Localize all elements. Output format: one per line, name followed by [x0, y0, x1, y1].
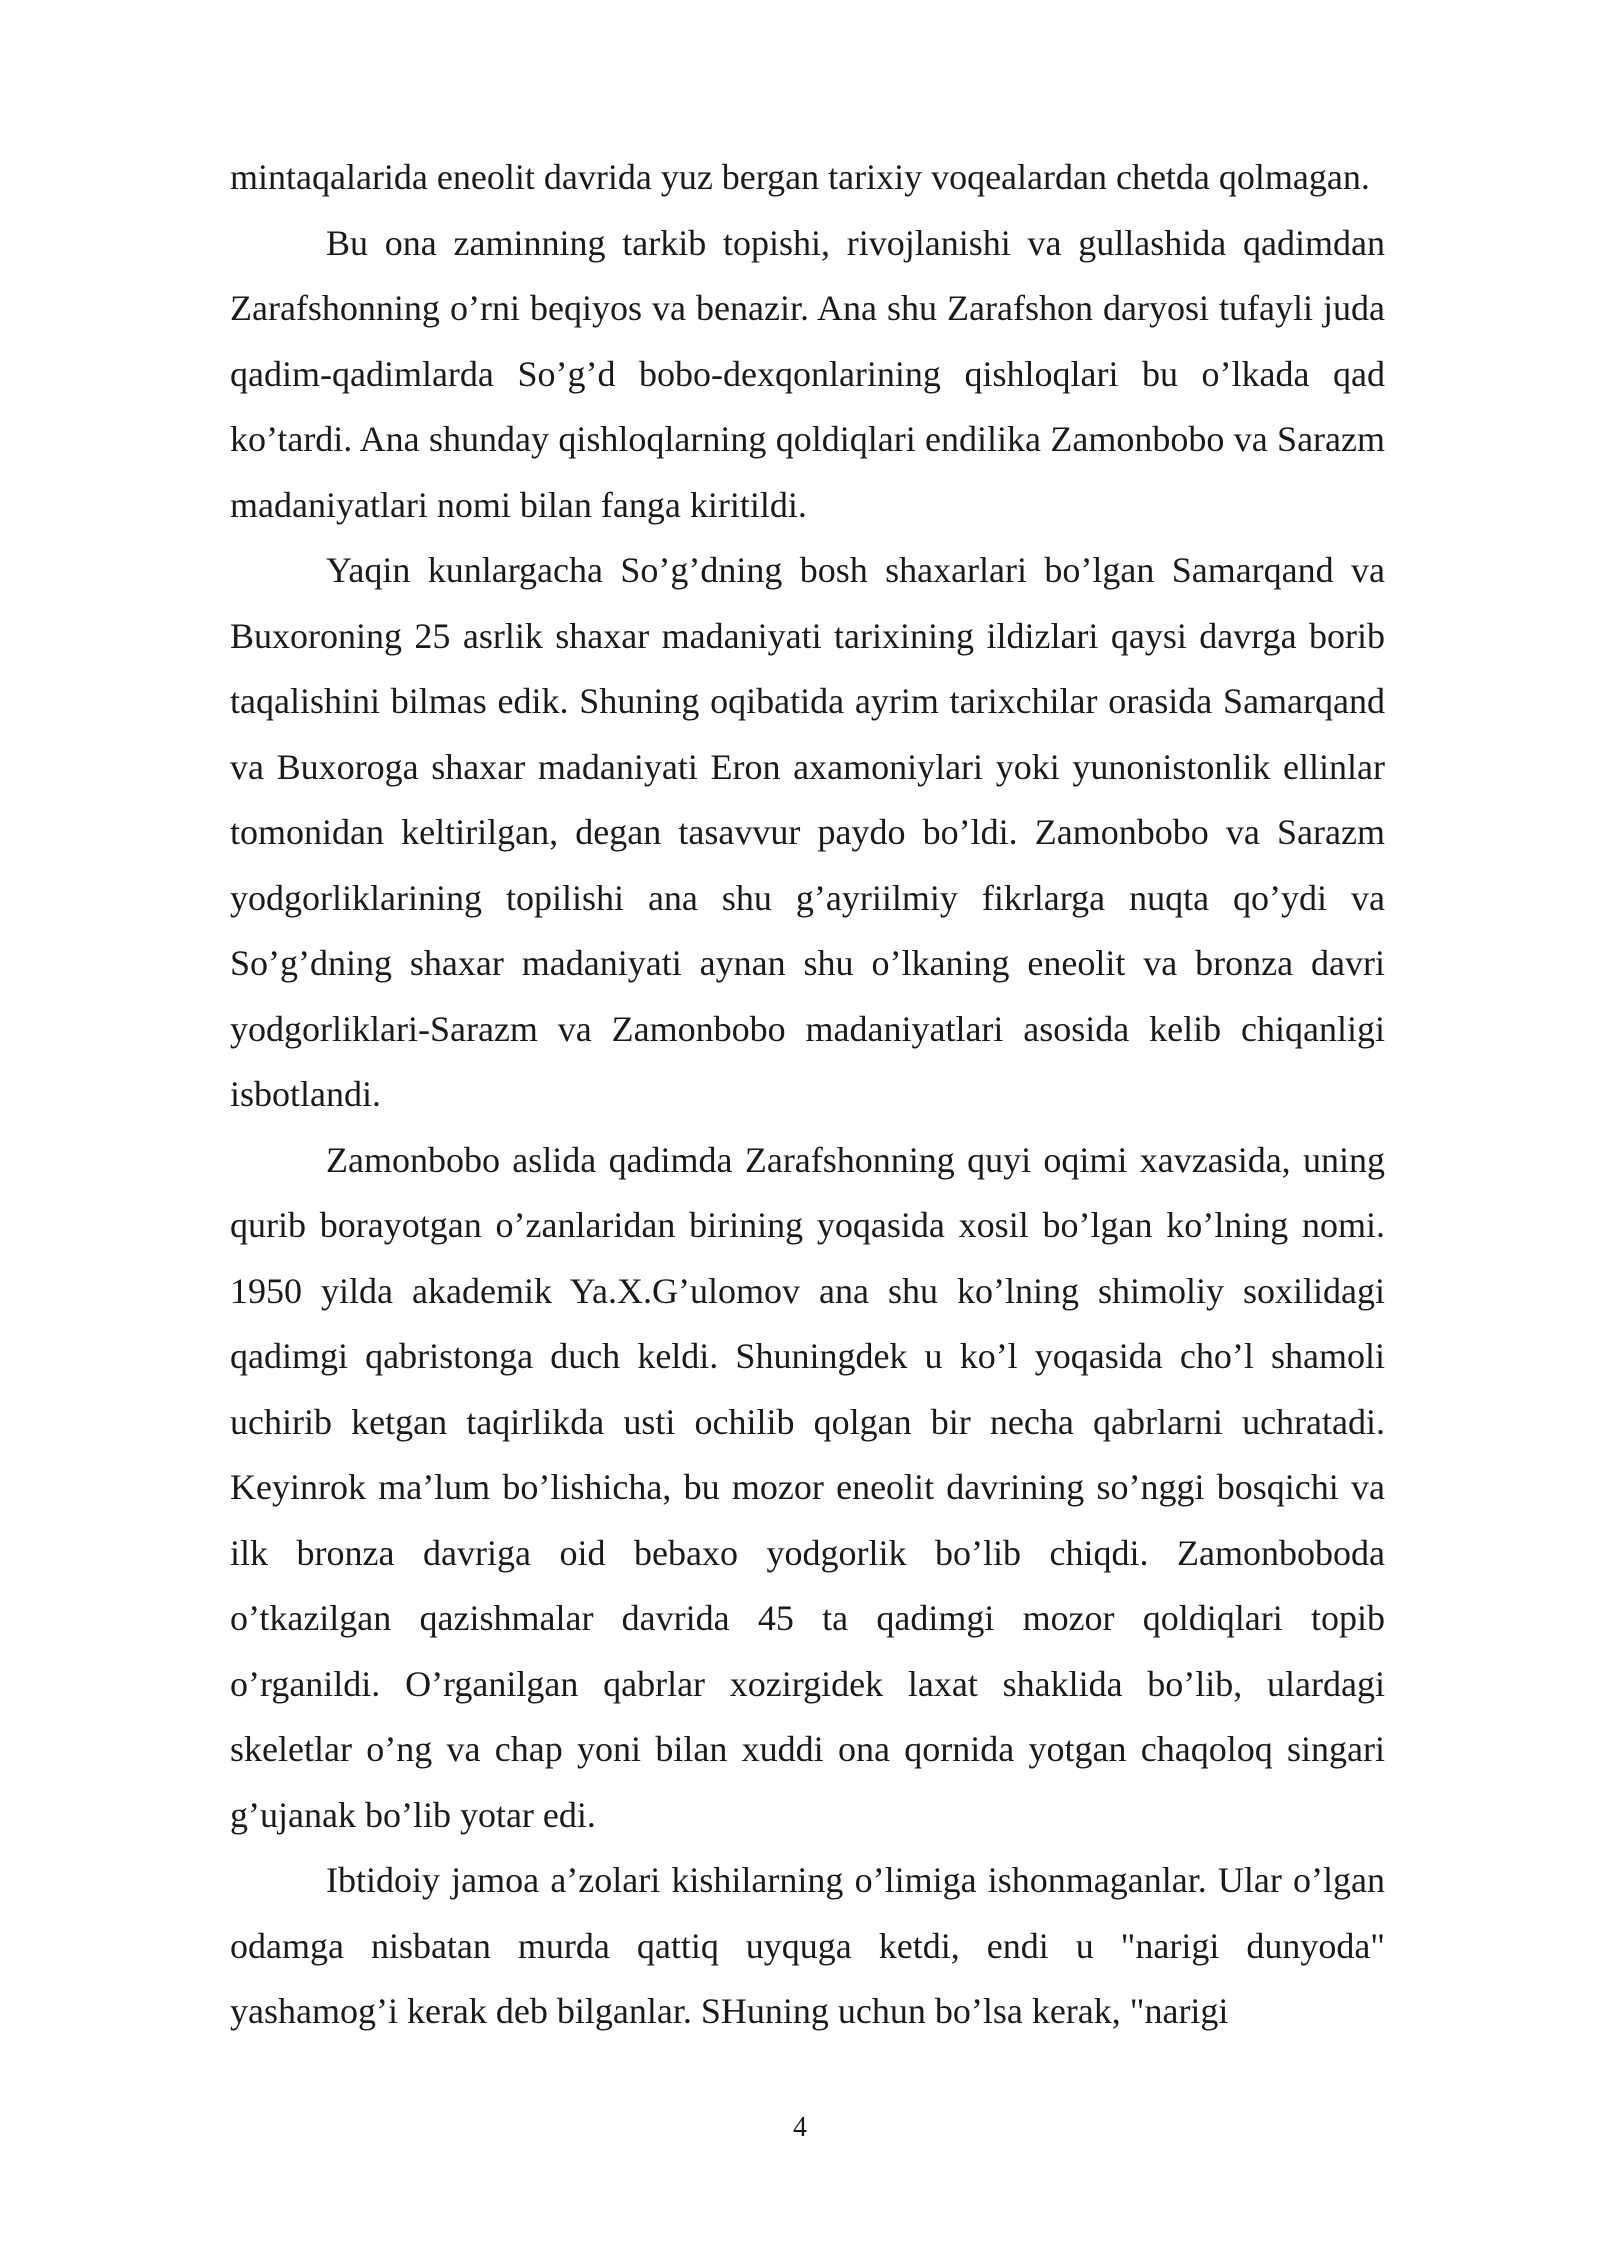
paragraph-5: Ibtidoiy jamoa a’zolari kishilarning o’limiga ishonmaganlar. Ular o’lgan odamga nisbatan murda qattiq uyquga ketdi, endi u "narigi dunyoda" yashamog’i kerak deb bilganlar. SHuning uchun bo’lsa kerak, "narigi [230, 1860, 1385, 2031]
paragraph-1: mintaqalarida eneolit davrida yuz bergan tarixiy voqealardan chetda qolmagan. [230, 157, 1370, 197]
paragraph-4: Zamonbobo aslida qadimda Zarafshonning quyi oqimi xavzasida, uning qurib borayotgan o’zanlaridan birining yoqasida xosil bo’lgan ko’lning nomi. 1950 yilda akademik Ya.X.G’ulomov ana shu ko’lning shimoliy soxilidagi qadimgi qabristonga duch keldi. Shuningdek u ko’l yoqasida cho’l shamoli uchirib ketgan taqirlikda usti ochilib qolgan bir necha qabrlarni uchratadi. Keyinrok ma’lum bo’lishicha, bu mozor eneolit davrining so’nggi bosqichi va ilk bronza davriga oid bebaxo yodgorlik bo’lib chiqdi. Zamonboboda o’tkazilgan qazishmalar davrida 45 ta qadimgi mozor qoldiqlari topib o’rganildi. O’rganilgan qabrlar xozirgidek laxat shaklida bo’lib, ulardagi skeletlar o’ng va chap yoni bilan xuddi ona qornida yotgan chaqoloq singari g’ujanak bo’lib yotar edi. [230, 1139, 1385, 1835]
page-number: 4 [793, 2112, 807, 2143]
body-text [230, 145, 1385, 2045]
paragraph-2: Bu ona zaminning tarkib topishi, rivojlanishi va gullashida qadimdan Zarafshonning o’rni beqiyos va benazir. Ana shu Zarafshon daryosi tufayli juda qadim-qadimlarda So’g’d bobo-dexqonlarining qishloqlari bu o’lkada qad ko’tardi. Ana shunday qishloqlarning qoldiqlari endilika Zamonbobo va Sarazm madaniyatlari nomi bilan fanga kiritildi. [230, 222, 1385, 525]
paragraph-3: Yaqin kunlargacha So’g’dning bosh shaxarlari bo’lgan Samarqand va Buxoroning 25 asrlik shaxar madaniyati tarixining ildizlari qaysi davrga borib taqalishini bilmas edik. Shuning oqibatida ayrim tarixchilar orasida Samarqand va Buxoroga shaxar madaniyati Eron axamoniylari yoki yunonistonlik ellinlar tomonidan keltirilgan, degan tasavvur paydo bo’ldi. Zamonbobo va Sarazm yodgorliklarining topilishi ana shu g’ayriilmiy fikrlarga nuqta qo’ydi va So’g’dning shaxar madaniyati aynan shu o’lkaning eneolit va bronza davri yodgorliklari-Sarazm va Zamonbobo madaniyatlari asosida kelib chiqanligi isbotlandi. [230, 550, 1385, 1114]
